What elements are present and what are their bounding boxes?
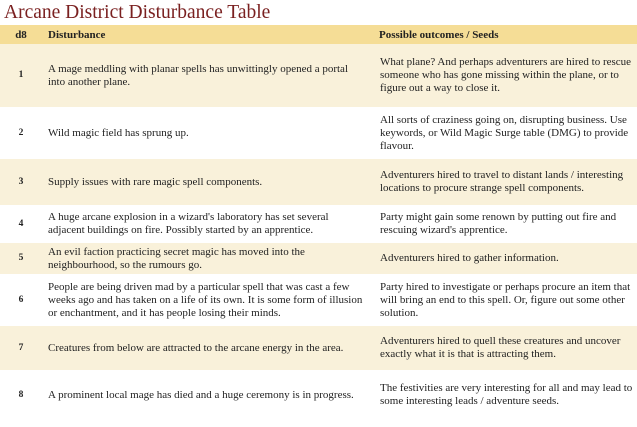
disturbance-table-container [0, 25, 637, 420]
disturbance-cell: People are being driven mad by a particular spell that was cast a few weeks ago and has taken on a life of its own. It is some form of illusion or enchantment, and it has people losing their minds. [42, 275, 373, 325]
table-row [0, 108, 637, 158]
table-row [0, 242, 637, 275]
outcome-cell: Adventurers hired to quell these creatures and uncover exactly what it is that is attracting them. [373, 325, 637, 371]
table-row [0, 275, 637, 325]
outcome-cell: Party might gain some renown by putting out fire and rescuing wizard's apprentice. [373, 206, 637, 242]
outcome-cell: Adventurers hired to travel to distant lands / interesting locations to procure strange spell components. [373, 158, 637, 206]
header-die: d8 [0, 25, 42, 44]
disturbance-cell: A mage meddling with planar spells has unwittingly opened a portal into another plane. [42, 44, 373, 108]
roll-cell: 3 [0, 158, 42, 206]
table-row [0, 371, 637, 419]
roll-cell: 5 [0, 242, 42, 275]
disturbance-cell: Supply issues with rare magic spell components. [42, 158, 373, 206]
disturbance-cell: An evil faction practicing secret magic has moved into the neighbourhood, so the rumours go. [42, 242, 373, 275]
header-row [0, 25, 637, 44]
outcome-cell: The festivities are very interesting for all and may lead to some interesting leads / adventure seeds. [373, 371, 637, 419]
page-title: Arcane District Disturbance Table [4, 2, 271, 23]
table-row [0, 44, 637, 108]
outcome-cell: What plane? And perhaps adventurers are hired to rescue someone who has gone missing within the plane, or to figure out a way to close it. [373, 44, 637, 108]
outcome-cell: All sorts of craziness going on, disrupting business. Use keywords, or Wild Magic Surge table (DMG) to provide flavour. [373, 108, 637, 158]
table-body [0, 44, 637, 419]
outcome-cell: Adventurers hired to gather information. [373, 242, 637, 275]
table-header [0, 25, 637, 44]
header-disturbance: Disturbance [42, 25, 373, 44]
table-row [0, 158, 637, 206]
disturbance-cell: Creatures from below are attracted to the arcane energy in the area. [42, 325, 373, 371]
roll-cell: 4 [0, 206, 42, 242]
roll-cell: 7 [0, 325, 42, 371]
roll-cell: 8 [0, 371, 42, 419]
roll-cell: 2 [0, 108, 42, 158]
disturbance-cell: Wild magic field has sprung up. [42, 108, 373, 158]
disturbance-table [0, 25, 637, 420]
table-row [0, 206, 637, 242]
disturbance-cell: A huge arcane explosion in a wizard's laboratory has set several adjacent buildings on fire. Possibly started by an apprentice. [42, 206, 373, 242]
disturbance-cell: A prominent local mage has died and a huge ceremony is in progress. [42, 371, 373, 419]
header-outcomes: Possible outcomes / Seeds [373, 25, 637, 44]
table-row [0, 325, 637, 371]
roll-cell: 1 [0, 44, 42, 108]
roll-cell: 6 [0, 275, 42, 325]
outcome-cell: Party hired to investigate or perhaps procure an item that will bring an end to this spell. Or, figure out some other solution. [373, 275, 637, 325]
